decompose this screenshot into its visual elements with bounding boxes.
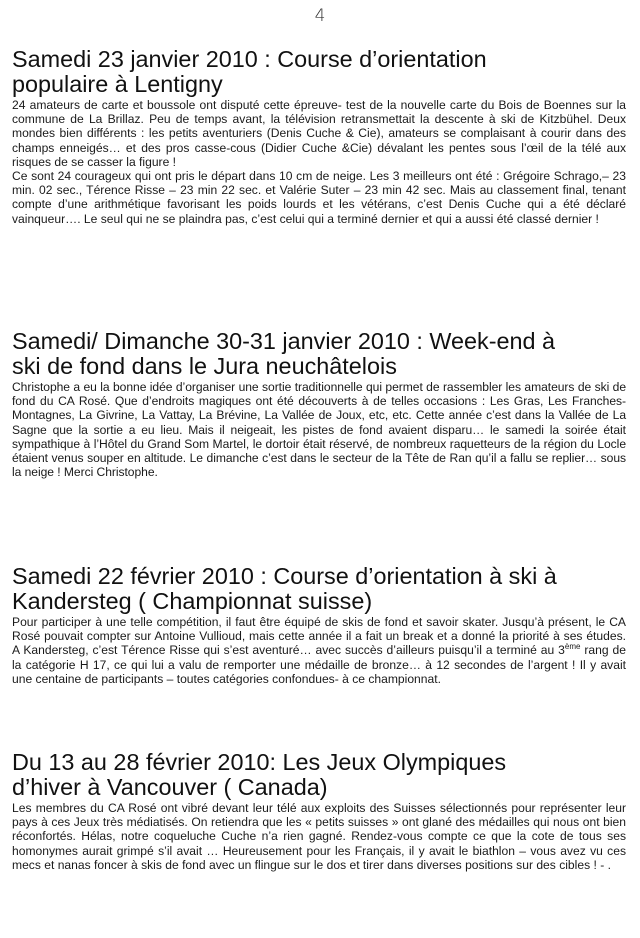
article-jeux-olympiques-vancouver xyxy=(12,750,626,872)
article-paragraph: 24 amateurs de carte et boussole ont disputé cette épreuve- test de la nouvelle carte du Bois de Boennes sur la commune de La Brillaz. Peu de temps avant, la télévision retransmettait la descente à ski de Kitzbühel. Deux mondes bien différents : les petits aventuriers (Denis Cuche & Cie), amateurs se complaisant à courir dans des champs enneigés… et des pros casse-cous (Didier Cuche &Cie) dévalant les pentes sous l’œil de la télé aux risques de se casser la figure ! xyxy=(12,98,626,169)
article-title-line-2: Kandersteg ( Championnat suisse) xyxy=(12,588,373,614)
article-title xyxy=(12,47,626,97)
article-course-orientation-lentigny xyxy=(12,47,626,226)
ordinal-superscript: ème xyxy=(564,642,581,652)
paragraph-text-part-1: Pour participer à une telle compétition, il faut être équipé de skis de fond et savoir skater. Jusqu’à présent, le CA Rosé pouvait compter sur Antoine Vullioud, mais cette année il a fait un break et a donné la priorité à ses études. A Kandersteg, c’est Térence Risse qui s’est aventuré… avec succès d’ailleurs puisqu’il a terminé au 3 xyxy=(12,615,626,658)
article-title-line-2: populaire à Lentigny xyxy=(12,71,223,97)
article-title-line-1: Samedi/ Dimanche 30-31 janvier 2010 : Week-end à xyxy=(12,328,556,354)
article-week-end-ski-de-fond-jura xyxy=(12,329,626,479)
article-title xyxy=(12,750,626,800)
article-title xyxy=(12,564,626,614)
article-title-line-2: d’hiver à Vancouver ( Canada) xyxy=(12,774,328,800)
article-title-line-1: Du 13 au 28 février 2010: Les Jeux Olympiques xyxy=(12,749,507,775)
page-number: 4 xyxy=(314,6,326,26)
article-title xyxy=(12,329,626,379)
article-title-line-1: Samedi 22 février 2010 : Course d’orientation à ski à xyxy=(12,563,557,589)
article-paragraph: Les membres du CA Rosé ont vibré devant leur télé aux exploits des Suisses sélectionnés pour représenter leur pays à ces Jeux très médiatisés. On retiendra que les « petits suisses » ont glané des médailles qui nous ont bien réconfortés. Hélas, notre coqueluche Cuche n’a rien gagné. Rendez-vous compte ce que la cote de tous ses homonymes aurait grimpé s’il avait … Heureusement pour les Français, il y avait le biathlon – vous avez vu ces mecs et nanas foncer à skis de fond avec un flingue sur le dos et tirer dans diverses positions sur des cibles ! - . xyxy=(12,801,626,872)
article-title-line-2: ski de fond dans le Jura neuchâtelois xyxy=(12,353,397,379)
article-title-line-1: Samedi 23 janvier 2010 : Course d’orientation xyxy=(12,46,487,72)
article-course-orientation-ski-kandersteg xyxy=(12,564,626,686)
paragraph-text-part-2: rang de la catégorie H 17, ce qui lui a valu de remporter une médaille de bronze… à 12 secondes de l’argent ! Il y avait une centaine de participants – toutes catégories confondues- à ce championnat. xyxy=(12,643,626,686)
article-paragraph: Ce sont 24 courageux qui ont pris le départ dans 10 cm de neige. Les 3 meilleurs ont été : Grégoire Schrago,– 23 min. 02 sec., Térence Risse – 23 min 22 sec. et Valérie Suter – 23 min 42 sec. Mais au classement final, tenant compte d’une arithmétique favorisant les poids lourds et les vétérans, c’est Denis Cuche qui a été déclaré vainqueur…. Le seul qui ne se plaindra pas, c’est celui qui a terminé dernier et qui a aussi été classé dernier ! xyxy=(12,169,626,226)
article-paragraph: Christophe a eu la bonne idée d’organiser une sortie traditionnelle qui permet de rassembler les amateurs de ski de fond du CA Rosé. Que d’endroits magiques ont été découverts à de telles occasions : Les Gras, Les Franches-Montagnes, La Givrine, La Vattay, La Brévine, La Vallée de Joux, etc, etc. Cette année c’est dans la Vallée de La Sagne que la sortie a eu lieu. Mais il neigeait, les pistes de fond avaient disparu… le samedi la soirée était sympathique à l’Hôtel du Grand Som Martel, le dortoir était réservé, de nombreux raquetteurs de la région du Locle étaient venus souper en altitude. Le dimanche c’est dans le secteur de la Tête de Ran qu’il a fallu se replier… sous la neige ! Merci Christophe. xyxy=(12,380,626,480)
article-paragraph xyxy=(12,615,626,686)
